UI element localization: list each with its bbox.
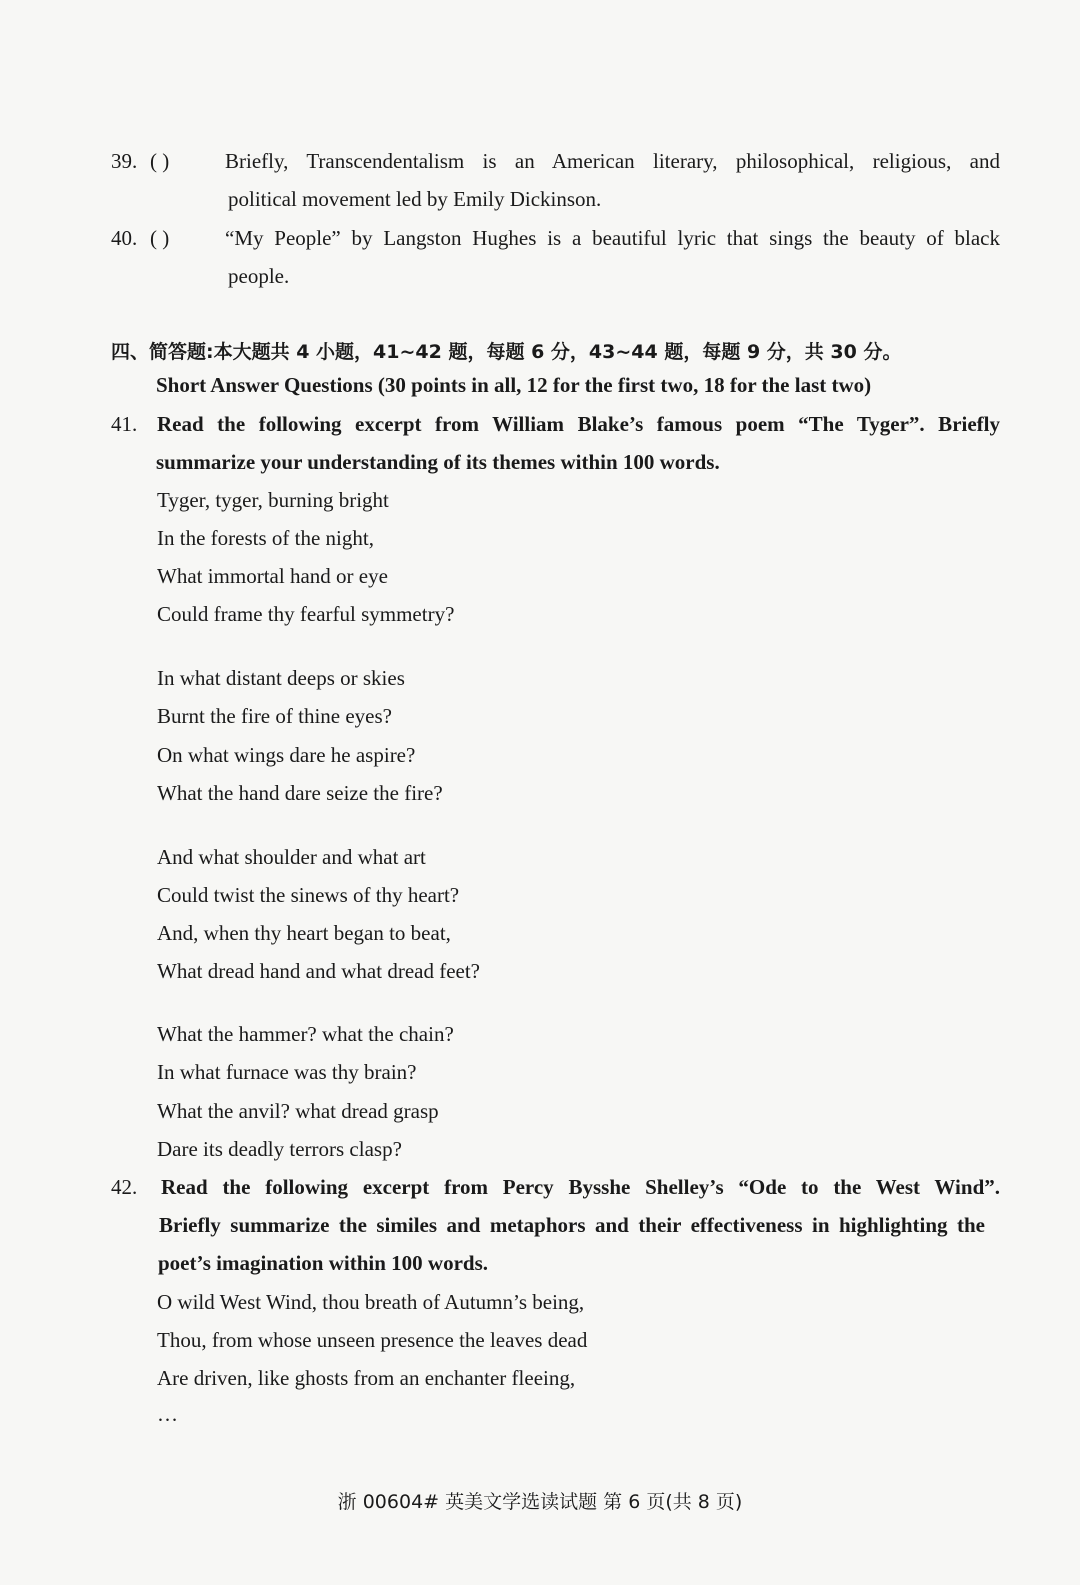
poem-line: Could frame thy fearful symmetry? <box>157 602 455 626</box>
section-heading-en: Short Answer Questions (30 points in all, 12 for the first two, 18 for the last two) <box>156 373 872 397</box>
question-text: people. <box>228 264 290 288</box>
poem-line: What the hammer? what the chain? <box>157 1022 454 1046</box>
question-text: Briefly, Transcendentalism is an American literary, philosophical, religious, and <box>225 149 1000 173</box>
question-number: 40. <box>111 226 138 250</box>
answer-blank: ( ) <box>150 149 170 173</box>
poem-line: And, when thy heart began to beat, <box>157 921 451 945</box>
poem-line: Burnt the fire of thine eyes? <box>157 704 392 728</box>
question-prompt: Briefly summarize the similes and metaphors and their effectiveness in highlighting the <box>159 1213 985 1237</box>
question-number: 41. <box>111 412 138 436</box>
poem-line: … <box>157 1402 178 1426</box>
poem-line: Could twist the sinews of thy heart? <box>157 883 460 907</box>
poem-line: O wild West Wind, thou breath of Autumn’s being, <box>157 1290 585 1314</box>
page-footer: 浙 00604# 英美文学选读试题 第 6 页(共 8 页) <box>337 1491 743 1513</box>
poem-line: On what wings dare he aspire? <box>157 743 416 767</box>
poem-line: What immortal hand or eye <box>157 564 388 588</box>
question-prompt: summarize your understanding of its themes within 100 words. <box>156 450 720 474</box>
question-prompt: poet’s imagination within 100 words. <box>158 1251 489 1275</box>
poem-line: And what shoulder and what art <box>157 845 426 869</box>
poem-line: Tyger, tyger, burning bright <box>157 488 389 512</box>
question-number: 39. <box>111 149 138 173</box>
poem-line: What the hand dare seize the fire? <box>157 781 443 805</box>
poem-line: In what distant deeps or skies <box>157 666 405 690</box>
question-prompt: Read the following excerpt from Percy Bysshe Shelley’s “Ode to the West Wind”. <box>161 1175 1000 1199</box>
poem-line: What the anvil? what dread grasp <box>157 1099 439 1123</box>
poem-line: In the forests of the night, <box>157 526 374 550</box>
question-text: “My People” by Langston Hughes is a beautiful lyric that sings the beauty of black <box>225 226 1000 250</box>
poem-line: Are driven, like ghosts from an enchanter fleeing, <box>157 1366 576 1390</box>
answer-blank: ( ) <box>150 226 170 250</box>
question-text: political movement led by Emily Dickinson. <box>228 187 602 211</box>
poem-line: Thou, from whose unseen presence the leaves dead <box>157 1328 588 1352</box>
question-prompt: Read the following excerpt from William Blake’s famous poem “The Tyger”. Briefly <box>157 412 1000 436</box>
section-heading-cn: 四、简答题:本大题共 4 小题，41~42 题，每题 6 分，43~44 题，每题 9 分，共 30 分。 <box>111 341 902 363</box>
poem-line: Dare its deadly terrors clasp? <box>157 1137 402 1161</box>
question-number: 42. <box>111 1175 138 1199</box>
poem-line: What dread hand and what dread feet? <box>157 959 480 983</box>
poem-line: In what furnace was thy brain? <box>157 1060 417 1084</box>
